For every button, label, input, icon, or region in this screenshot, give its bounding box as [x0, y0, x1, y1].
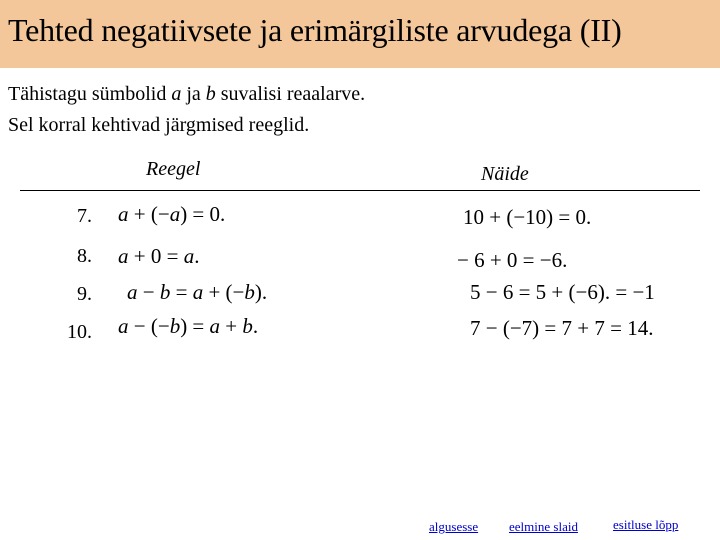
rule-number-8: 8. — [77, 245, 92, 267]
math-text: ) = 0. — [180, 202, 226, 226]
rule-7-formula — [118, 202, 225, 227]
rule-number-10: 10. — [67, 321, 92, 343]
example-8: − 6 + 0 = −6. — [457, 248, 568, 272]
intro-line-1: Tähistagu sümbolid a ja b suvalisi reaalarve. — [8, 83, 366, 105]
example-9: 5 − 6 = 5 + (−6). = −1 — [470, 280, 655, 304]
example-10: 7 − (−7) = 7 + 7 = 14. — [470, 316, 654, 340]
nav-previous-link[interactable]: eelmine slaid — [509, 519, 578, 534]
nav-end-link[interactable]: esitluse lõpp — [613, 517, 679, 532]
math-text: + 0 = — [128, 244, 184, 268]
rule-column-header: Reegel — [146, 158, 201, 180]
math-variable: a — [169, 202, 181, 226]
nav-start-link[interactable]: algusesse — [429, 519, 479, 534]
math-variable: a — [183, 244, 195, 268]
math-variable: a — [127, 280, 138, 304]
math-variable: a — [192, 280, 204, 304]
math-text: ) = — [180, 314, 210, 338]
math-text: − (− — [128, 314, 170, 338]
math-variable: a — [209, 314, 221, 338]
math-variable: b — [242, 314, 253, 338]
math-variable: a — [118, 202, 129, 226]
math-variable: b — [159, 280, 171, 304]
rule-8-formula — [118, 244, 199, 269]
math-text: + — [220, 314, 243, 338]
rule-number-9: 9. — [77, 283, 92, 305]
example-7: 10 + (−10) = 0. — [463, 205, 592, 229]
rule-10-formula — [118, 314, 258, 339]
math-text: . — [194, 244, 200, 268]
math-variable: b — [169, 314, 181, 338]
rule-number-7: 7. — [77, 205, 92, 227]
rule-9-formula — [127, 280, 267, 305]
example-column-header: Näide — [481, 163, 529, 185]
math-variable: a — [118, 244, 129, 268]
slide-title: Tehted negatiivsete ja erimärgiliste arvudega (II) — [8, 12, 622, 48]
math-variable: b — [244, 280, 255, 304]
math-text: ). — [254, 280, 268, 304]
intro-line-2: Sel korral kehtivad järgmised reeglid. — [8, 114, 310, 136]
math-text: + (− — [128, 202, 170, 226]
math-variable: a — [118, 314, 129, 338]
math-text: = — [170, 280, 193, 304]
math-text: + (− — [203, 280, 245, 304]
title-bar — [0, 0, 720, 68]
math-text: . — [252, 314, 259, 338]
header-divider — [20, 190, 700, 191]
math-text: − — [137, 280, 160, 304]
